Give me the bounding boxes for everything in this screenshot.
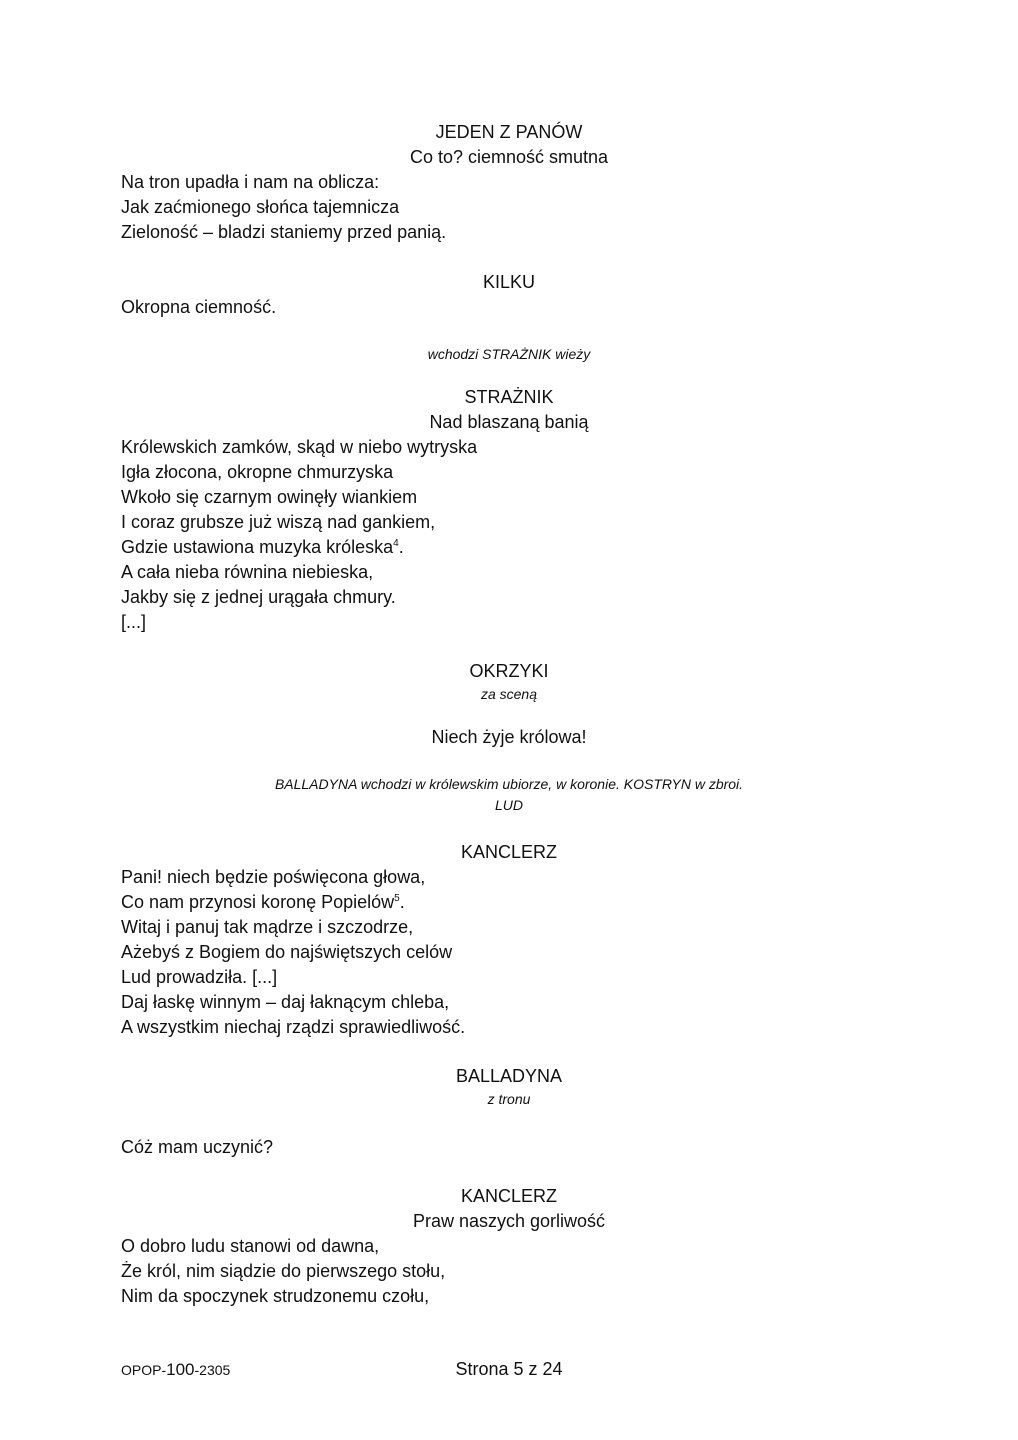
speaker-okrzyki: OKRZYKI bbox=[469, 661, 549, 681]
stage-direction: LUD bbox=[494, 797, 523, 813]
exam-code-prefix: OPOP- bbox=[121, 1362, 167, 1378]
verse-line: A cała nieba równina niebieska, bbox=[121, 562, 374, 582]
omission-mark: [...] bbox=[121, 612, 147, 632]
verse-line: Witaj i panuj tak mądrze i szczodrze, bbox=[121, 917, 414, 937]
verse-text: Co nam przynosi koronę Popielów bbox=[121, 892, 395, 912]
verse-line: Lud prowadziła. [...] bbox=[121, 967, 278, 987]
stage-direction: BALLADYNA wchodzi w królewskim ubiorze, w koronie. KOSTRYN w zbroi. bbox=[274, 776, 744, 792]
verse-line: Daj łaskę winnym – daj łaknącym chleba, bbox=[121, 992, 450, 1012]
verse-punct: . bbox=[399, 892, 405, 912]
exam-code-number: 100 bbox=[166, 1360, 195, 1379]
verse-line: Ażebyś z Bogiem do najświętszych celów bbox=[121, 942, 453, 962]
speaker-jeden-z-panow: JEDEN Z PANÓW bbox=[435, 122, 583, 142]
verse-line: Cóż mam uczynić? bbox=[121, 1137, 274, 1157]
verse-line bbox=[121, 891, 405, 913]
verse-line: Królewskich zamków, skąd w niebo wytryska bbox=[121, 437, 478, 457]
verse-line: Jak zaćmionego słońca tajemnicza bbox=[121, 197, 400, 217]
verse-text: Gdzie ustawiona muzyka króleska bbox=[121, 537, 394, 557]
speaker-balladyna: BALLADYNA bbox=[455, 1066, 563, 1086]
verse-line: I coraz grubsze już wiszą nad gankiem, bbox=[121, 512, 436, 532]
speaker-kilku: KILKU bbox=[482, 272, 536, 292]
verse-punct: . bbox=[398, 537, 404, 557]
verse-line: Okropna ciemność. bbox=[121, 297, 277, 317]
speaker-kanclerz: KANCLERZ bbox=[460, 842, 558, 862]
verse-line: Zieloność – bladzi staniemy przed panią. bbox=[121, 222, 447, 242]
exam-code-suffix: -2305 bbox=[194, 1362, 231, 1378]
verse-line: A wszystkim niechaj rządzi sprawiedliwość. bbox=[121, 1017, 466, 1037]
verse-line: Niech żyje królowa! bbox=[431, 727, 587, 747]
stage-direction: wchodzi STRAŻNIK wieży bbox=[427, 346, 591, 362]
verse-line: Wkoło się czarnym owinęły wiankiem bbox=[121, 487, 418, 507]
stage-direction: za sceną bbox=[480, 686, 538, 702]
verse-line: Na tron upadła i nam na oblicza: bbox=[121, 172, 380, 192]
verse-line: Nad blaszaną banią bbox=[429, 412, 589, 432]
footnote-marker: 4 bbox=[393, 538, 399, 549]
verse-line: Igła złocona, okropne chmurzyska bbox=[121, 462, 394, 482]
speaker-straznik: STRAŻNIK bbox=[464, 387, 554, 407]
verse-line: Że król, nim siądzie do pierwszego stołu, bbox=[121, 1261, 446, 1281]
verse-line: Jakby się z jednej urągała chmury. bbox=[121, 587, 396, 607]
verse-line: Pani! niech będzie poświęcona głowa, bbox=[121, 867, 426, 887]
verse-line: Nim da spoczynek strudzonemu czołu, bbox=[121, 1286, 430, 1306]
verse-line: Co to? ciemność smutna bbox=[409, 147, 609, 167]
verse-line bbox=[121, 536, 404, 558]
verse-line: O dobro ludu stanowi od dawna, bbox=[121, 1236, 380, 1256]
page-number: Strona 5 z 24 bbox=[455, 1359, 563, 1379]
verse-line: Praw naszych gorliwość bbox=[412, 1211, 606, 1231]
footnote-marker: 5 bbox=[394, 893, 400, 904]
speaker-kanclerz: KANCLERZ bbox=[460, 1186, 558, 1206]
stage-direction: z tronu bbox=[487, 1091, 531, 1107]
